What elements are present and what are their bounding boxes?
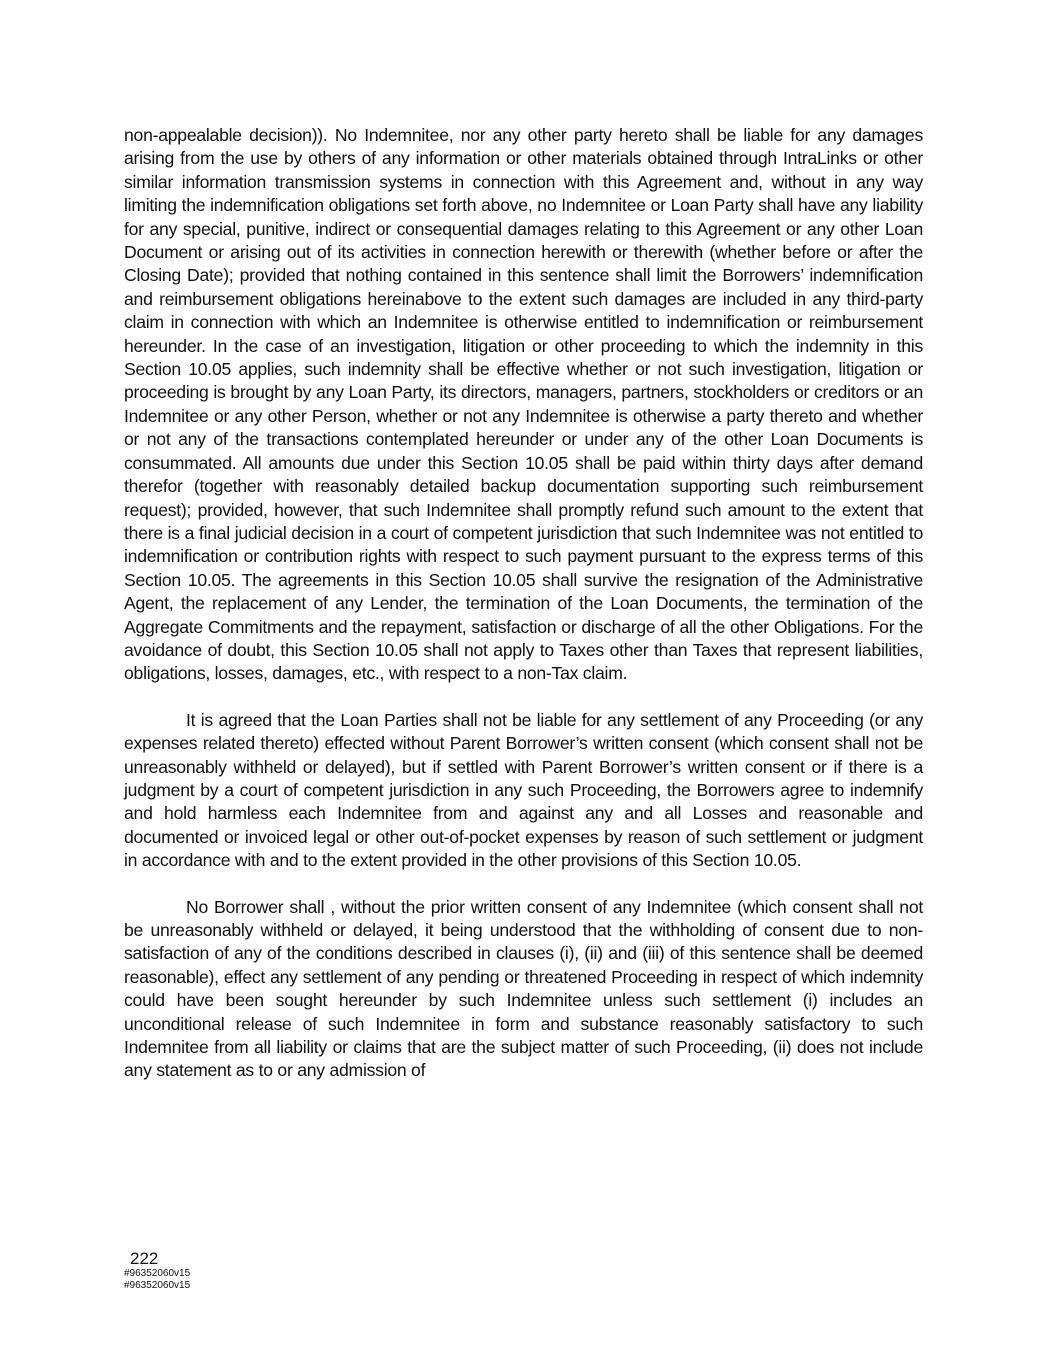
paragraph-indemnification-continued: non-appealable decision)). No Indemnitee, nor any other party hereto shall be liable for any damages arising from the use by others of any information or other materials obtained through IntraLinks or other similar information transmission systems in connection with this Agreement and, without in any way limiting the indemnification obligations set forth above, no Indemnitee or Loan Party shall have any liability for any special, punitive, indirect or consequential damages relating to this Agreement or any other Loan Document or arising out of its activities in connection herewith or therewith (whether before or after the Closing Date); provided that nothing contained in this sentence shall limit the Borrowers’ indemnification and reimbursement obligations hereinabove to the extent such damages are included in any third-party claim in connection with which an Indemnitee is otherwise entitled to indemnification or reimbursement hereunder. In the case of an investigation, litigation or other proceeding to which the indemnity in this Section 10.05 applies, such indemnity shall be effective whether or not such investigation, litigation or proceeding is brought by any Loan Party, its directors, managers, partners, stockholders or creditors or an Indemnitee or any other Person, whether or not any Indemnitee is otherwise a party thereto and whether or not any of the transactions contemplated hereunder or under any of the other Loan Documents is consummated. All amounts due under this Section 10.05 shall be paid within thirty days after demand therefor (together with reasonably detailed backup documentation supporting such reimbursement request); provided, however, that such Indemnitee shall promptly refund such amount to the extent that there is a final judicial decision in a court of competent jurisdiction that such Indemnitee was not entitled to indemnification or contribution rights with respect to such payment pursuant to the express terms of this Section 10.05. The agreements in this Section 10.05 shall survive the resignation of the Administrative Agent, the replacement of any Lender, the termination of the Loan Documents, the termination of the Aggregate Commitments and the repayment, satisfaction or discharge of all the other Obligations. For the avoidance of doubt, this Section 10.05 shall not apply to Taxes other than Taxes that represent liabilities, obligations, losses, damages, etc., with respect to a non-Tax claim. <box>124 125 923 684</box>
page-footer <box>124 1250 190 1291</box>
document-body <box>124 124 923 1083</box>
document-id: #96352060v15 <box>124 1268 191 1279</box>
paragraph-borrower-settlement-consent: No Borrower shall , without the prior written consent of any Indemnitee (which consent shall not be unreasonably withheld or delayed, it being understood that the withholding of consent due to non-satisfaction of any of the conditions described in clauses (i), (ii) and (iii) of this sentence shall be deemed reasonable), effect any settlement of any pending or threatened Proceeding in respect of which indemnity could have been sought hereunder by such Indemnitee unless such settlement (i) includes an unconditional release of such Indemnitee in form and substance reasonably satisfactory to such Indemnitee from all liability or claims that are the subject matter of such Proceeding, (ii) does not include any statement as to or any admission of <box>124 896 923 1081</box>
document-id: #96352060v15 <box>124 1279 191 1291</box>
page-number: 222 <box>130 1249 159 1268</box>
paragraph-settlement-liability: It is agreed that the Loan Parties shall not be liable for any settlement of any Proceeding (or any expenses related thereto) effected without Parent Borrower’s written consent (which consent shall not be unreasonably withheld or delayed), but if settled with Parent Borrower’s written consent or if there is a judgment by a court of competent jurisdiction in any such Proceeding, the Borrowers agree to indemnify and hold harmless each Indemnitee from and against any and all Losses and reasonable and documented or invoiced legal or other out-of-pocket expenses by reason of such settlement or judgment in accordance with and to the extent provided in the other provisions of this Section 10.05. <box>124 709 923 871</box>
